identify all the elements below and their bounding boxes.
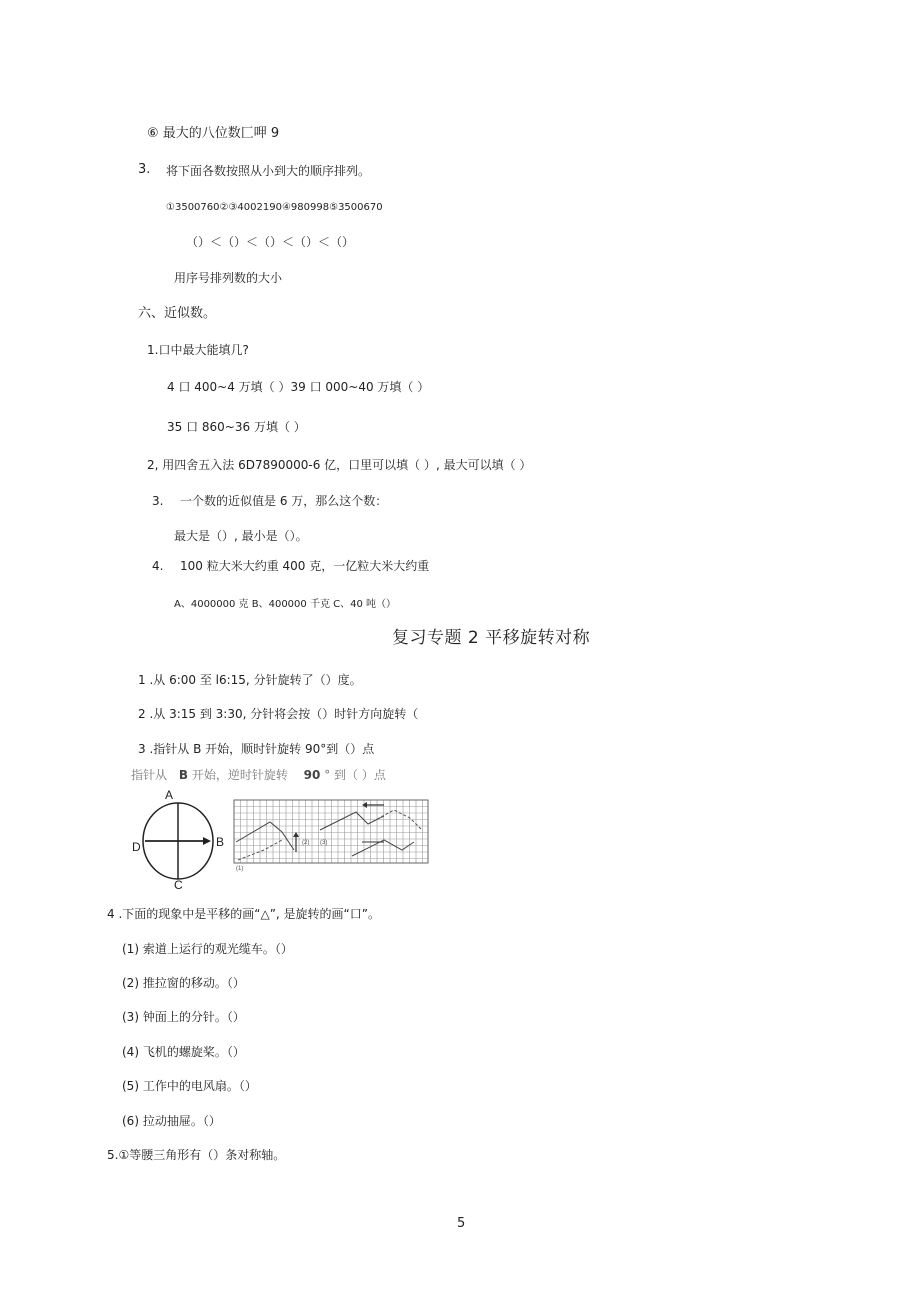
grid-label-1: (1): [236, 866, 244, 872]
q1-line-b: 35 口 860~36 万填（ ）: [167, 420, 306, 434]
q4-text: 100 粒大米大约重 400 克，一亿粒大米大约重: [180, 559, 430, 573]
grid-arrow-left-head: [362, 802, 367, 808]
label-b: B: [216, 835, 225, 849]
question-3-number: 3.: [138, 162, 151, 177]
q4-item-2: (2) 推拉窗的移动。（）: [122, 976, 245, 990]
q4-number: 4.: [152, 559, 164, 573]
q4-item-5: (5) 工作中的电风扇。（）: [122, 1079, 257, 1093]
rotation-q1: 1 .从 6:00 至 l6:15, 分针旋转了（）度。: [138, 673, 362, 687]
q1-line-a: 4 口 400~4 万填（ ）39 口 000~40 万填（ ）: [167, 380, 430, 394]
rotation-q3: 3 .指针从 B 开始，顺时针旋转 90°到（）点: [138, 742, 375, 756]
page-number: 5: [457, 1216, 466, 1231]
faded-part-b: B: [178, 768, 188, 782]
faded-part-c: 开始，逆时针旋转: [191, 768, 288, 782]
arrow-head: [203, 837, 211, 845]
q2-line: 2, 用四舍五入法 6D7890000-6 亿，口里可以填（ ）, 最大可以填（ ）: [147, 458, 532, 472]
q4-heading: 4 .下面的现象中是平移的画“△”, 是旋转的画“口”。: [107, 907, 380, 921]
q4-item-6: (6) 拉动抽屉。（）: [122, 1114, 221, 1128]
q4-item-1: (1) 索道上运行的观光缆车。（）: [122, 942, 293, 956]
q3-text: 一个数的近似值是 6 万，那么这个数：: [180, 494, 388, 508]
q1-heading: 1.口中最大能填几?: [147, 343, 249, 357]
q3-number: 3.: [152, 494, 164, 508]
ordering-instruction: 用序号排列数的大小: [174, 271, 283, 285]
number-list: ①3500760②③4002190④980998⑤3500670: [166, 202, 383, 213]
grid-label-3: (3): [320, 840, 328, 846]
faded-part-a: 指针从: [131, 768, 168, 782]
grid-label-2: (2): [302, 840, 310, 846]
q4-options: A、4000000 克 B、400000 千克 C、40 吨（）: [174, 599, 397, 610]
label-c: C: [174, 878, 183, 892]
faded-part-e: ° 到（ ）点: [324, 768, 386, 782]
line-largest-eight-digit: ⑥ 最大的八位数匚呷 9: [147, 126, 280, 141]
q5-heading: 5.①等腰三角形有（）条对称轴。: [107, 1148, 286, 1162]
rotation-q2: 2 .从 3:15 到 3:30, 分针将会按（）时针方向旋转（: [138, 707, 419, 721]
section-six-heading: 六、近似数。: [138, 306, 217, 321]
rotation-q3-faded: [131, 767, 386, 783]
q3-answer-line: 最大是（）, 最小是（）。: [174, 529, 308, 543]
label-a: A: [165, 788, 174, 802]
translation-grid: [234, 800, 428, 872]
section-title: 复习专题 2 平移旋转对称: [392, 628, 591, 648]
label-d: D: [132, 840, 141, 854]
rotation-figure: [120, 785, 440, 893]
q4-item-3: (3) 钟面上的分针。（）: [122, 1010, 245, 1024]
ordering-blanks: （）＜（）＜（）＜（）＜（）: [186, 235, 355, 249]
question-3-text: 将下面各数按照从小到大的顺序排列。: [166, 164, 371, 178]
q4-item-4: (4) 飞机的螺旋桨。（）: [122, 1045, 245, 1059]
faded-part-d: 90: [303, 768, 321, 782]
